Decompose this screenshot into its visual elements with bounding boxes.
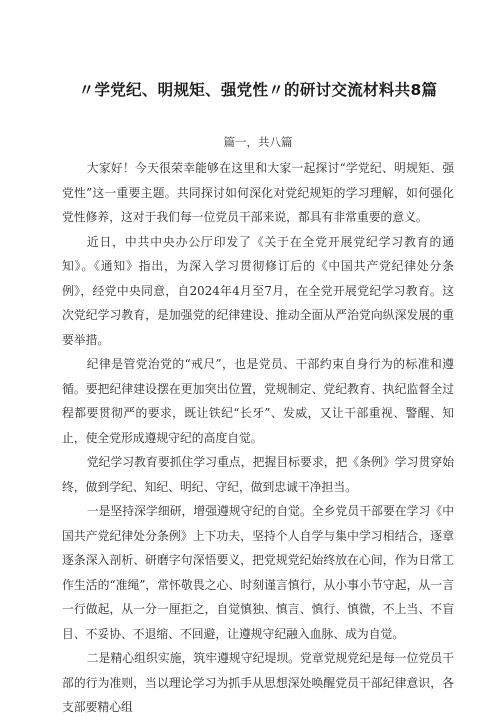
paragraph-notice: 近日，中共中央办公厅印发了《关于在全党开展党纪学习教育的通知》。《通知》指出，为深入学习贯彻修订后的《中国共产党纪律处分条例》，经党中央同意，自2024年4月至7月，在全党开展党纪学习教育。这次党纪学习教育，是加强党的纪律建设、推动全面从严治党向纵深发展的重要举措。 (62, 234, 454, 347)
paragraph-point-two: 二是精心组织实施，筑牢遵规守纪堤坝。党章党规党纪是每一位党员干部的行为准则，当以理论学习为抓手从思想深处唤醒党员干部纪律意识，各支部要精心组 (62, 651, 454, 714)
paragraph-point-one: 一是坚持深学细研，增强遵规守纪的自觉。全乡党员干部要在学习《中国共产党纪律处分条例》上下功夫，坚持个人自学与集中学习相结合，逐章逐条深入剖析、研磨字句深悟要义，把党规党纪始终放在心间，作为日常工作生活的“准绳”，常怀敬畏之心、时刻谨言慎行，从小事小节守起，从一言一行做起，从一分一厘拒之，自觉慎独、慎言、慎行、慎微，不上当、不盲目、不妥协、不退缩、不回避，让遵规守纪融入血脉、成为自觉。 (62, 504, 454, 641)
document-title: 〃学党纪、明规矩、强党性〃的研讨交流材料共8篇 (78, 81, 438, 99)
paragraph-greeting: 大家好！今天很荣幸能够在这里和大家一起探讨“学党纪、明规矩、强党性”这一重要主题。共同探讨如何深化对党纪规矩的学习理解，如何强化党性修养，这对于我们每一位党员干部来说，都具有非常重要的意义。 (62, 161, 454, 224)
paragraph-study-focus: 党纪学习教育要抓住学习重点，把握目标要求，把《条例》学习贯穿始终，做到学纪、知纪、明纪、守纪，做到忠诚干净担当。 (62, 455, 454, 494)
paragraph-discipline: 纪律是管党治党的“戒尺”，也是党员、干部约束自身行为的标准和遵循。要把纪律建设摆在更加突出位置，党规制定、党纪教育、执纪监督全过程都要贯彻严的要求，既让铁纪“长牙”、发威，又让干部重视、警醒、知止，使全党形成遵规守纪的高度自觉。 (62, 357, 454, 445)
document-body (62, 156, 454, 720)
section-heading: 篇一，共八篇 (223, 135, 293, 149)
